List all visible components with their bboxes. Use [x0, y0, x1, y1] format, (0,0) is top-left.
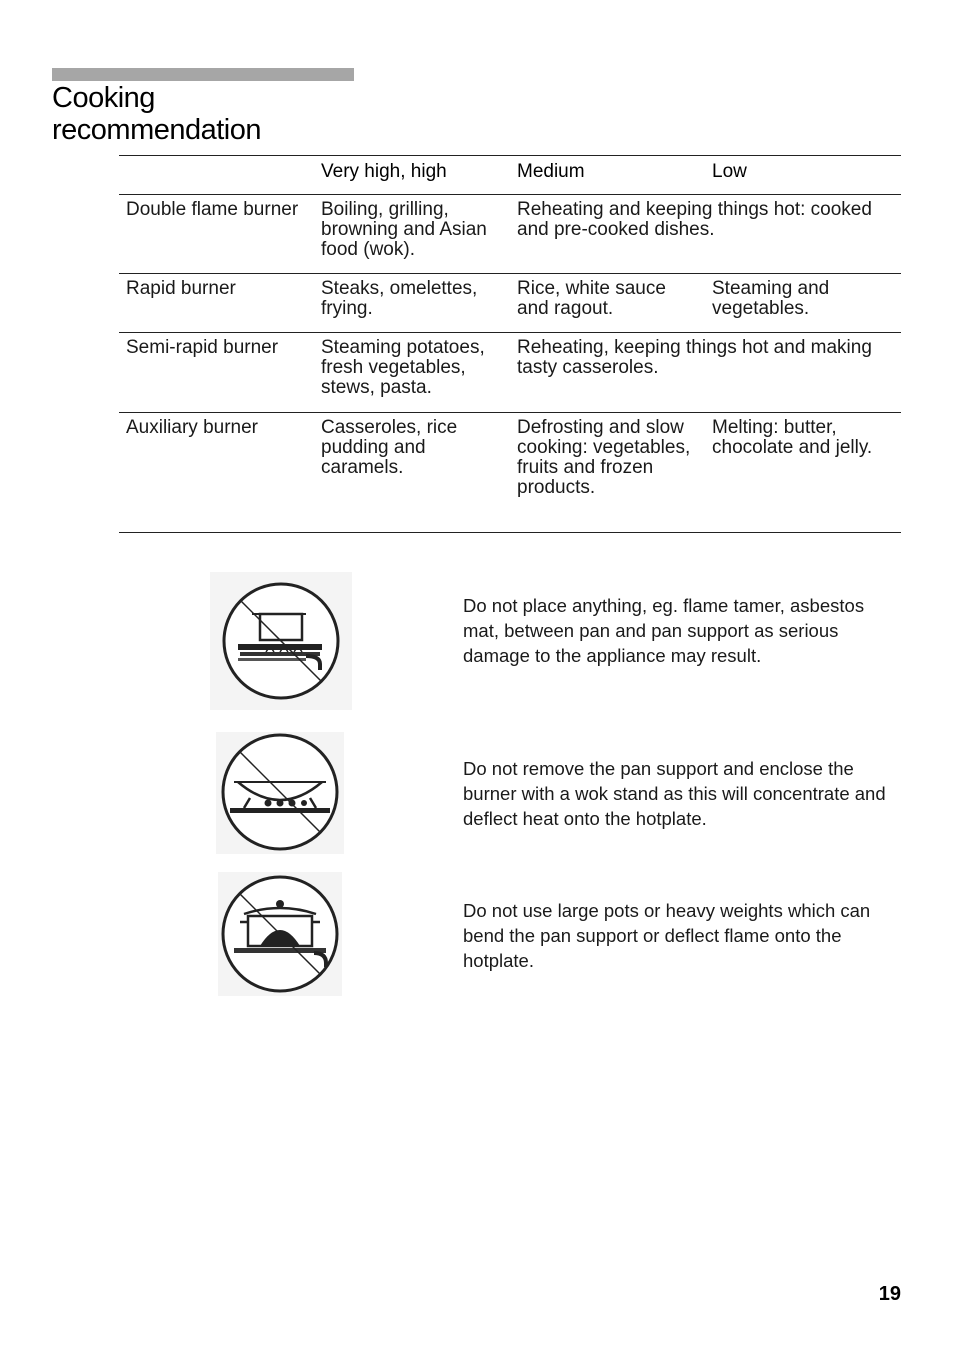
very-high-cell: Steaming potatoes, fresh vegetables, stews, pasta. — [314, 333, 510, 413]
medium-low-cell: Reheating and keeping things hot: cooked and pre-cooked dishes. — [510, 195, 901, 274]
table-row — [119, 274, 901, 333]
page-title: Cooking recommendation — [52, 82, 261, 146]
warning-text: Do not use large pots or heavy weights which can bend the pan support or deflect flame onto the hotplate. — [463, 900, 871, 971]
medium-cell: Defrosting and slow cooking: vegetables, fruits and frozen products. — [510, 413, 705, 533]
very-high-cell: Casseroles, rice pudding and caramels. — [314, 413, 510, 533]
table-row — [119, 195, 901, 274]
low-cell: Steaming and vegetables. — [705, 274, 901, 333]
title-rule — [52, 68, 354, 81]
header-low: Low — [705, 156, 901, 195]
warning-text: Do not remove the pan support and enclose the burner with a wok stand as this will concentrate and deflect heat onto the hotplate. — [463, 758, 886, 829]
no-flame-tamer-icon — [210, 572, 352, 710]
table-row — [119, 333, 901, 413]
warning-text: Do not place anything, eg. flame tamer, asbestos mat, between pan and pan support as serious damage to the appliance may result. — [463, 595, 865, 666]
very-high-cell: Steaks, omelettes, frying. — [314, 274, 510, 333]
medium-cell: Rice, white sauce and ragout. — [510, 274, 705, 333]
header-medium: Medium — [510, 156, 705, 195]
table-header-row — [119, 156, 901, 195]
very-high-cell: Boiling, grilling, browning and Asian food (wok). — [314, 195, 510, 274]
header-very-high: Very high, high — [314, 156, 510, 195]
header-burner — [119, 156, 314, 195]
medium-low-cell: Reheating, keeping things hot and making tasty casseroles. — [510, 333, 901, 413]
burner-name: Rapid burner — [119, 274, 314, 333]
low-cell: Melting: butter, chocolate and jelly. — [705, 413, 901, 533]
no-wok-stand-icon — [216, 732, 344, 854]
page-number: 19 — [878, 1283, 901, 1305]
burner-name: Double flame burner — [119, 195, 314, 274]
table-row — [119, 413, 901, 533]
no-large-pot-icon — [218, 872, 342, 996]
burner-name: Semi-rapid burner — [119, 333, 314, 413]
cooking-recommendation-table — [119, 155, 901, 533]
burner-name: Auxiliary burner — [119, 413, 314, 533]
